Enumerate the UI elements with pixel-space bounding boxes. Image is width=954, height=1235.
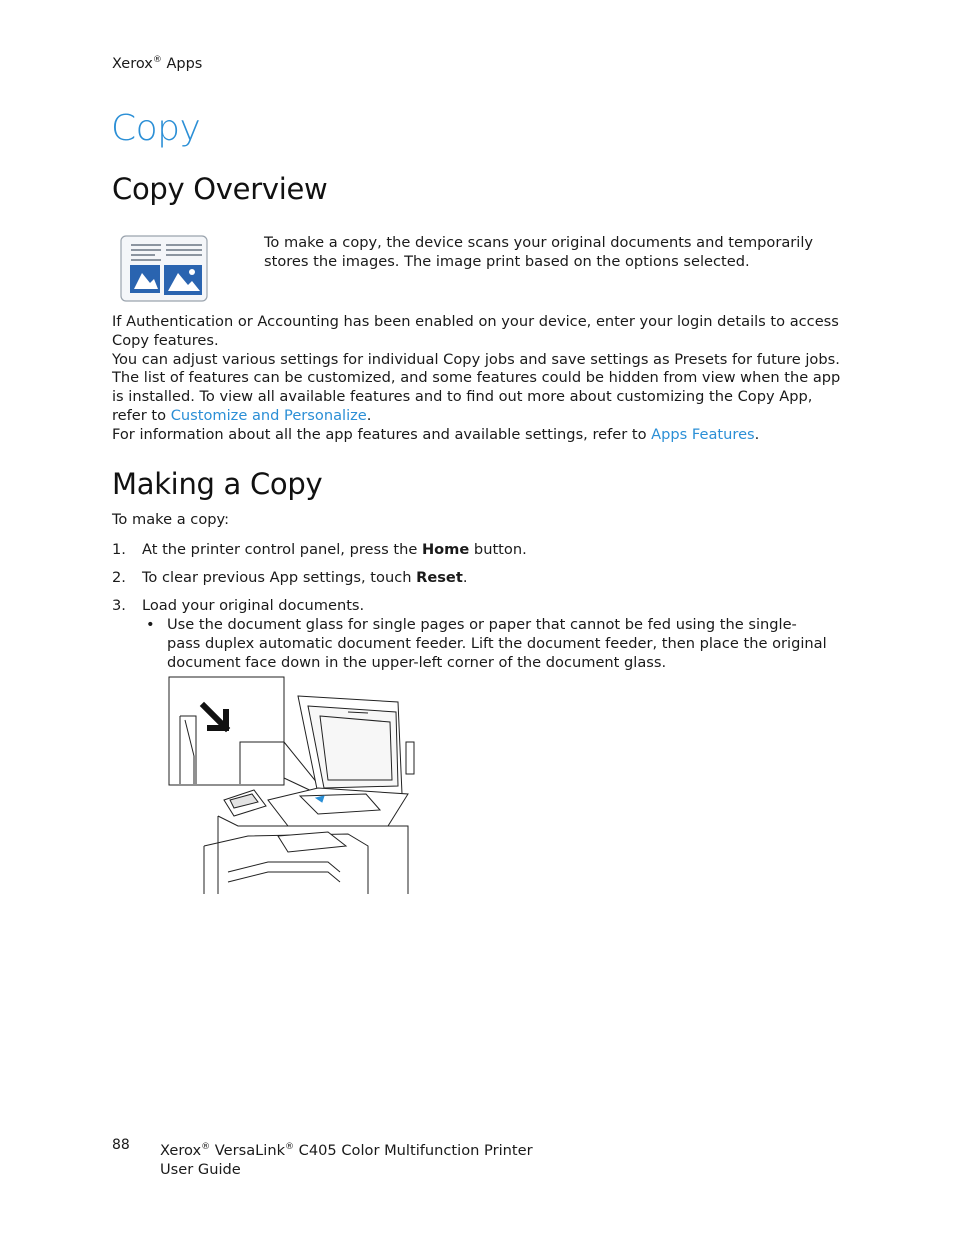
overview-para-settings: You can adjust various settings for individual Copy jobs and save settings as Presets for future jobs. The list of features can be customized, and some features could be hidden from view when the app is installed. To view all available features and to find out more about customizing the Copy App, refer to Customize and Personalize.: [112, 350, 841, 424]
step-1: 1. At the printer control panel, press the Home button.: [112, 541, 527, 558]
overview-para-auth: If Authentication or Accounting has been enabled on your device, enter your login details to access Copy features.: [112, 313, 839, 349]
printer-illustration: [168, 676, 422, 896]
bullet-marker: •: [146, 616, 155, 633]
apps-features-link[interactable]: Apps Features: [651, 425, 755, 443]
footer-product: [160, 1138, 533, 1179]
overview-body: [112, 313, 847, 445]
bullet-text: Use the document glass for single pages or paper that cannot be fed using the single-pass duplex automatic document feeder. Lift the document feeder, then place the original document face down in the upper-left corner of the document glass.: [167, 616, 827, 671]
copy-app-icon: [120, 235, 208, 302]
running-head: Xerox® Apps: [112, 55, 203, 72]
overview-para-features: For information about all the app features and available settings, refer to Apps Features.: [112, 425, 760, 443]
footer-line-2: User Guide: [160, 1160, 241, 1178]
page-number: 88: [112, 1137, 130, 1153]
overview-intro: To make a copy, the device scans your original documents and temporarily stores the images. The image print based on the options selected.: [264, 234, 814, 270]
footer-line-1: Xerox® VersaLink® C405 Color Multifunction Printer: [160, 1141, 533, 1159]
making-lead: To make a copy:: [112, 511, 229, 528]
step-3: 3. Load your original documents.: [112, 597, 365, 614]
customize-personalize-link[interactable]: Customize and Personalize: [170, 406, 367, 424]
step-2: 2. To clear previous App settings, touch Reset.: [112, 569, 468, 586]
page-title: Copy: [111, 108, 201, 149]
section-heading-making: Making a Copy: [112, 467, 323, 501]
section-heading-overview: Copy Overview: [112, 172, 328, 206]
